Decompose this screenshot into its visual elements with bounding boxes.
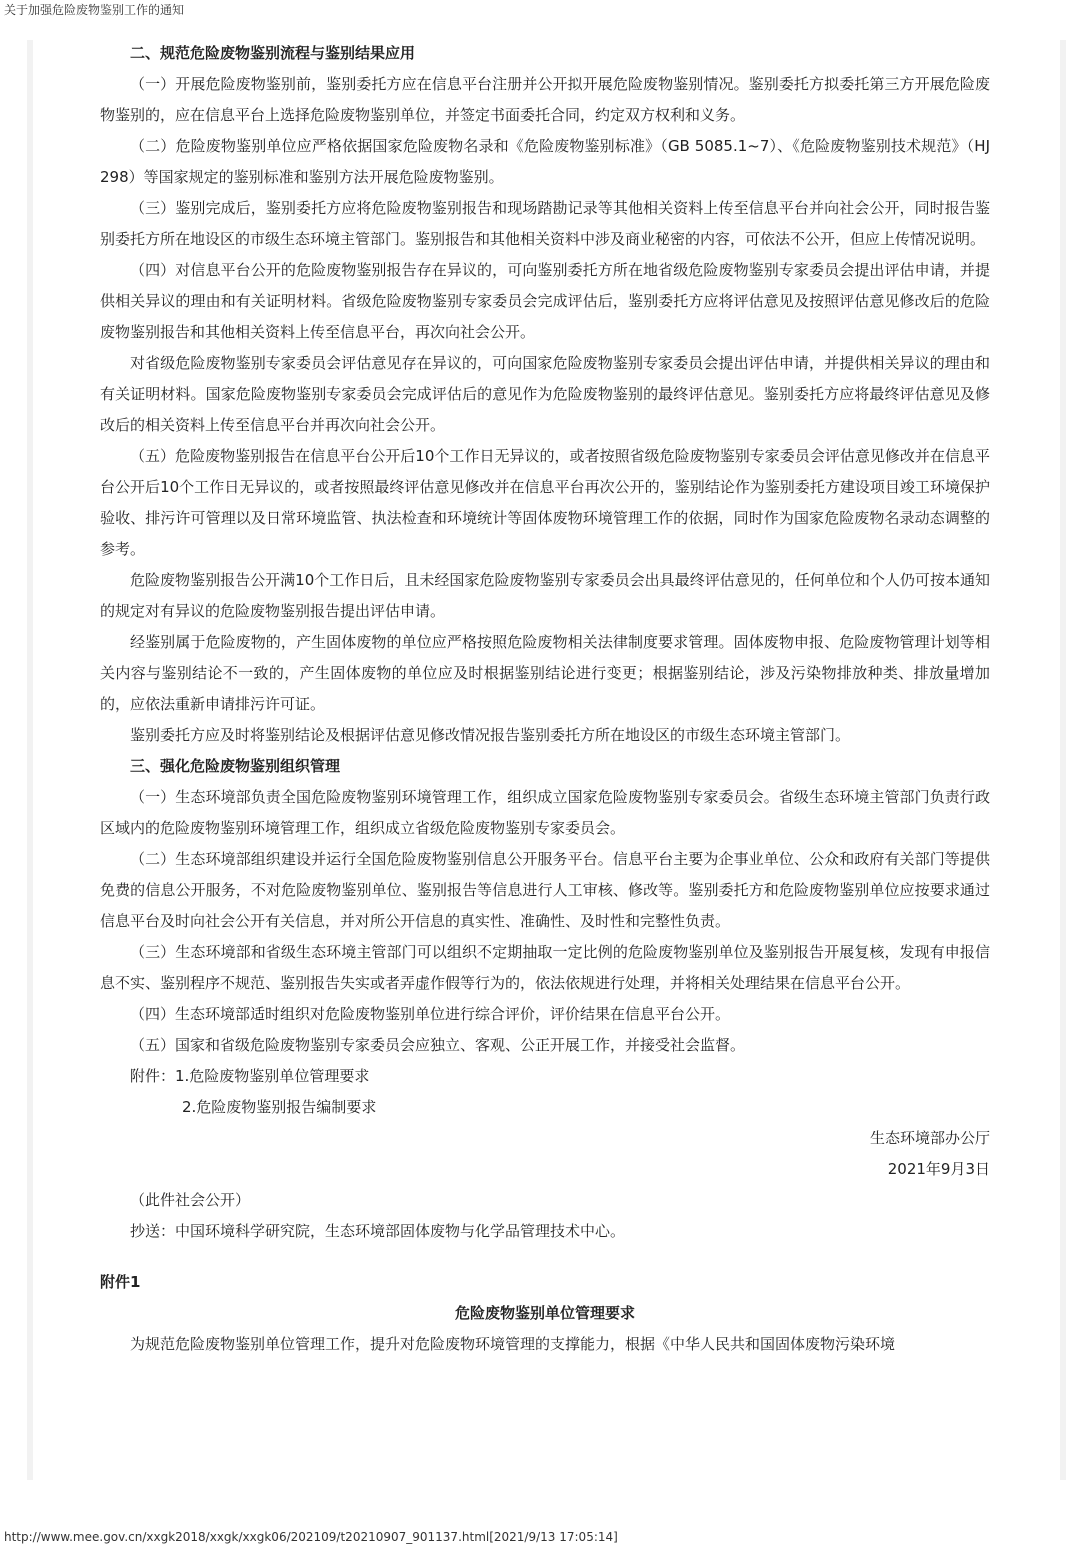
paragraph: （四）生态环境部适时组织对危险废物鉴别单位进行综合评价，评价结果在信息平台公开。 (130, 1005, 731, 1023)
paragraph: （一）开展危险废物鉴别前，鉴别委托方应在信息平台注册并公开拟开展危险废物鉴别情况。鉴别委托方拟委托第三方开展危险废物鉴别的，应在信息平台上选择危险废物鉴别单位，并签定书面委托合同，约定双方权利和义务。 (100, 75, 990, 124)
cc-line: 抄送：中国环境科学研究院，生态环境部固体废物与化学品管理技术中心。 (130, 1222, 626, 1240)
paragraph: 对省级危险废物鉴别专家委员会评估意见存在异议的，可向国家危险废物鉴别专家委员会提出评估申请，并提供相关异议的理由和有关证明材料。国家危险废物鉴别专家委员会完成评估后的意见作为危险废物鉴别的最终评估意见。鉴别委托方应将最终评估意见及修改后的相关资料上传至信息平台并再次向社会公开。 (100, 354, 990, 434)
paragraph: （二）生态环境部组织建设并运行全国危险废物鉴别信息公开服务平台。信息平台主要为企事业单位、公众和政府有关部门等提供免费的信息公开服务，不对危险废物鉴别单位、鉴别报告等信息进行人工审核、修改等。鉴别委托方和危险废物鉴别单位应按要求通过信息平台及时向社会公开有关信息，并对所公开信息的真实性、准确性、及时性和完整性负责。 (100, 850, 990, 930)
signature-organization: 生态环境部办公厅 (869, 1129, 990, 1147)
section-heading: 二、规范危险废物鉴别流程与鉴别结果应用 (130, 44, 416, 62)
attachment-line: 附件：1.危险废物鉴别单位管理要求 (130, 1067, 370, 1085)
paragraph: （一）生态环境部负责全国危险废物鉴别环境管理工作，组织成立国家危险废物鉴别专家委员会。省级生态环境主管部门负责行政区域内的危险废物鉴别环境管理工作，组织成立省级危险废物鉴别专家委员会。 (100, 788, 990, 837)
page-frame-left (27, 40, 33, 1480)
signature-date: 2021年9月3日 (887, 1160, 990, 1178)
spacer (100, 1247, 990, 1267)
paragraph: （三）生态环境部和省级生态环境主管部门可以组织不定期抽取一定比例的危险废物鉴别单位及鉴别报告开展复核，发现有申报信息不实、鉴别程序不规范、鉴别报告失实或者弄虚作假等行为的，依法依规进行处理，并将相关处理结果在信息平台公开。 (100, 943, 990, 992)
paragraph: 危险废物鉴别报告公开满10个工作日后，且未经国家危险废物鉴别专家委员会出具最终评估意见的，任何单位和个人仍可按本通知的规定对有异议的危险废物鉴别报告提出评估申请。 (100, 571, 990, 620)
paragraph: 经鉴别属于危险废物的，产生固体废物的单位应严格按照危险废物相关法律制度要求管理。固体废物申报、危险废物管理计划等相关内容与鉴别结论不一致的，产生固体废物的单位应及时根据鉴别结论进行变更；根据鉴别结论，涉及污染物排放种类、排放量增加的，应依法重新申请排污许可证。 (100, 633, 990, 713)
paragraph: （三）鉴别完成后，鉴别委托方应将危险废物鉴别报告和现场踏勘记录等其他相关资料上传至信息平台并向社会公开，同时报告鉴别委托方所在地设区的市级生态环境主管部门。鉴别报告和其他相关资料中涉及商业秘密的内容，可依法不公开，但应上传情况说明。 (100, 199, 990, 248)
paragraph: （四）对信息平台公开的危险废物鉴别报告存在异议的，可向鉴别委托方所在地省级危险废物鉴别专家委员会提出评估申请，并提供相关异议的理由和有关证明材料。省级危险废物鉴别专家委员会完成评估后，鉴别委托方应将评估意见及按照评估意见修改后的危险废物鉴别报告和其他相关资料上传至信息平台，再次向社会公开。 (100, 261, 990, 341)
attachment-line: 2.危险废物鉴别报告编制要求 (182, 1098, 377, 1116)
page-frame-right (1060, 40, 1066, 1480)
paragraph: 为规范危险废物鉴别单位管理工作，提升对危险废物环境管理的支撑能力，根据《中华人民共和国固体废物污染环境 (130, 1335, 896, 1353)
print-header-title: 关于加强危险废物鉴别工作的通知 (4, 3, 185, 17)
paragraph: （二）危险废物鉴别单位应严格依据国家危险废物名录和《危险废物鉴别标准》（GB 5085.1~7）、《危险废物鉴别技术规范》（HJ 298）等国家规定的鉴别标准和鉴别方法开展危险废物鉴别。 (100, 137, 990, 186)
print-footer-url: http://www.mee.gov.cn/xxgk2018/xxgk/xxgk06/202109/t20210907_901137.html[2021/9/13 17:05:14] (4, 1530, 618, 1544)
paragraph: （五）危险废物鉴别报告在信息平台公开后10个工作日无异议的，或者按照省级危险废物鉴别专家委员会评估意见修改并在信息平台公开后10个工作日无异议的，或者按照最终评估意见修改并在信息平台再次公开的，鉴别结论作为鉴别委托方建设项目竣工环境保护验收、排污许可管理以及日常环境监管、执法检查和环境统计等固体废物环境管理工作的依据，同时作为国家危险废物名录动态调整的参考。 (100, 447, 990, 558)
document-body (100, 38, 990, 1360)
section-heading: 三、强化危险废物鉴别组织管理 (130, 757, 341, 775)
paragraph: （五）国家和省级危险废物鉴别专家委员会应独立、客观、公正开展工作，并接受社会监督。 (130, 1036, 746, 1054)
annex-label: 附件1 (100, 1273, 141, 1291)
paragraph: 鉴别委托方应及时将鉴别结论及根据评估意见修改情况报告鉴别委托方所在地设区的市级生态环境主管部门。 (130, 726, 851, 744)
annex-title: 危险废物鉴别单位管理要求 (454, 1304, 635, 1322)
public-note: （此件社会公开） (130, 1191, 251, 1209)
